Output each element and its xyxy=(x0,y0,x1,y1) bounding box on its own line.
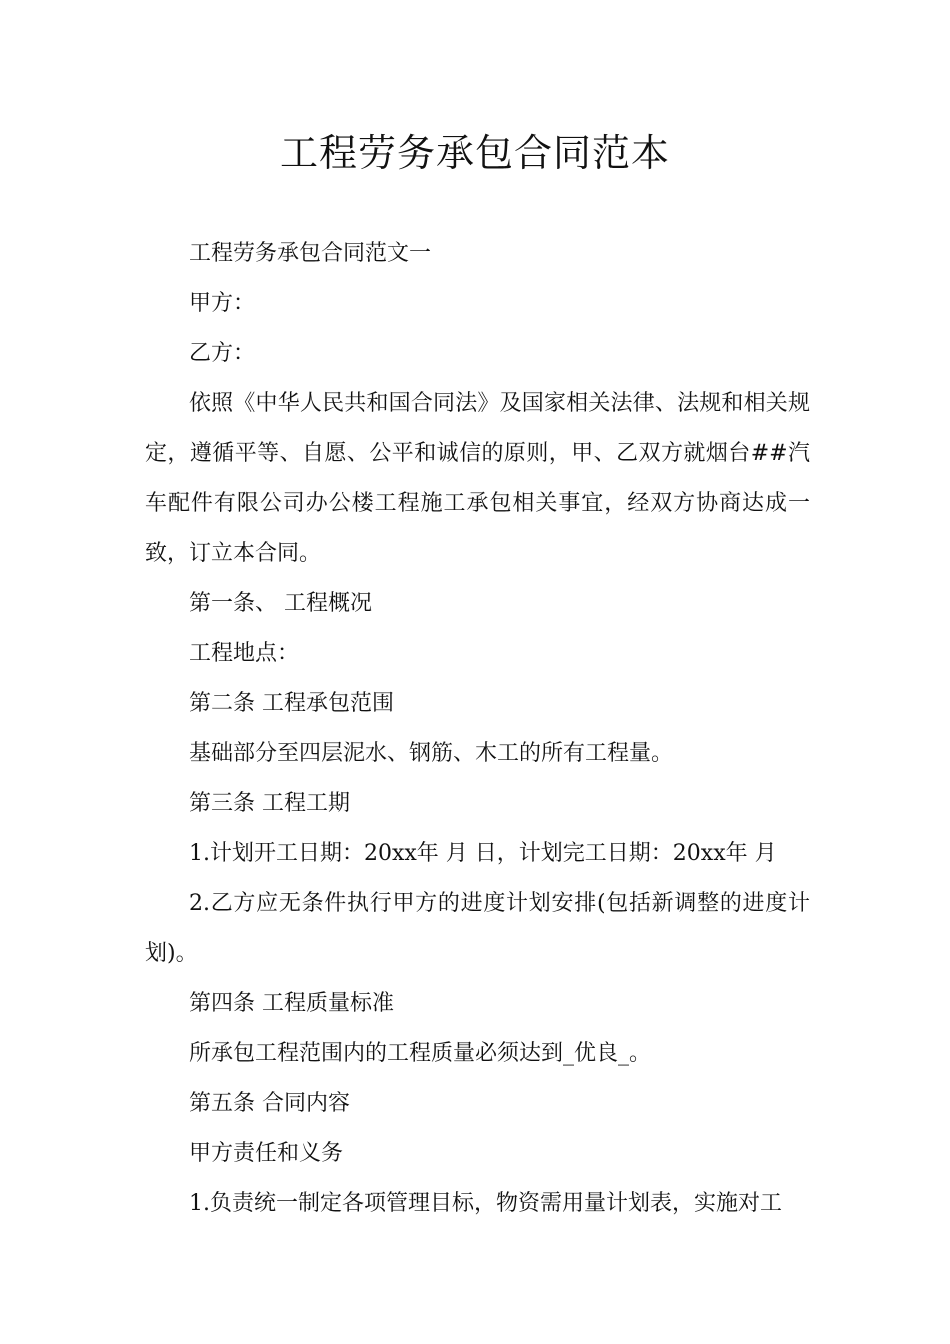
section-heading-contract-one: 工程劳务承包合同范文一 xyxy=(189,241,432,266)
scope-paragraph: 基础部分至四层泥水、钢筋、木工的所有工程量。 xyxy=(189,741,674,766)
schedule-item-2: 2.乙方应无条件执行甲方的进度计划安排(包括新调整的进度计划)。 xyxy=(145,891,810,966)
article-5-heading: 第五条 合同内容 xyxy=(189,1091,350,1116)
schedule-item-1: 1.计划开工日期：20xx年 月 日，计划完工日期：20xx年 月 xyxy=(189,841,777,866)
project-location-line: 工程地点： xyxy=(189,641,300,666)
quality-paragraph: 所承包工程范围内的工程质量必须达到_优良_。 xyxy=(189,1041,652,1066)
party-a-duty-1: 1.负责统一制定各项管理目标，物资需用量计划表，实施对工 xyxy=(189,1191,782,1216)
article-3-heading: 第三条 工程工期 xyxy=(189,791,350,816)
party-b-line: 乙方： xyxy=(189,341,256,366)
party-a-line: 甲方： xyxy=(189,291,256,316)
article-1-heading: 第一条、 工程概况 xyxy=(189,591,372,616)
preamble-paragraph: 依照《中华人民共和国合同法》及国家相关法律、法规和相关规定，遵循平等、自愿、公平和诚信的原则，甲、乙双方就烟台##汽车配件有限公司办公楼工程施工承包相关事宜，经双方协商达成一致，订立本合同。 xyxy=(145,391,810,566)
article-4-heading: 第四条 工程质量标准 xyxy=(189,991,394,1016)
party-a-duties-heading: 甲方责任和义务 xyxy=(189,1141,344,1166)
document-title: 工程劳务承包合同范本 xyxy=(279,131,670,175)
document-body xyxy=(145,229,810,1229)
article-2-heading: 第二条 工程承包范围 xyxy=(189,691,394,716)
